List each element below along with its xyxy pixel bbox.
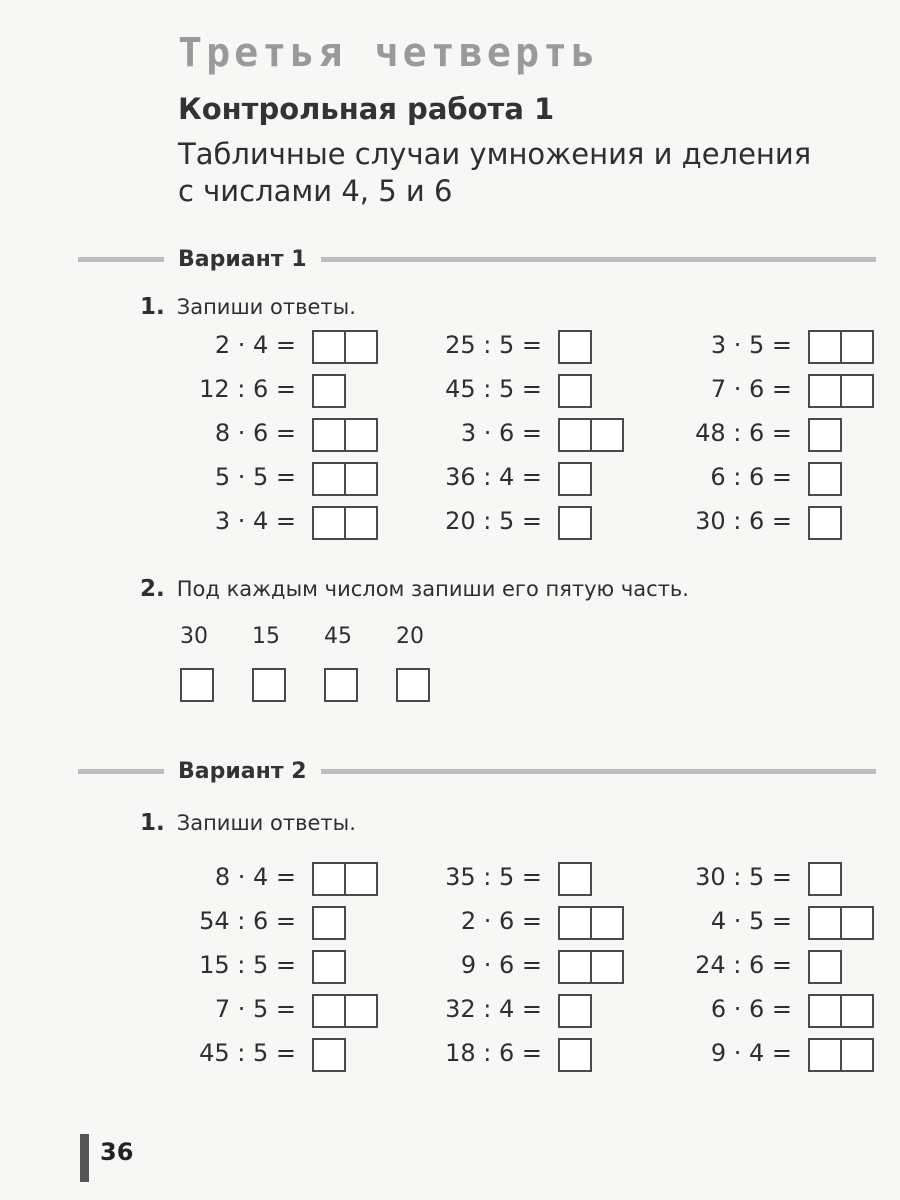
v2-answer-box[interactable]: [558, 1038, 592, 1072]
v1-expression: 20 : 5 =: [445, 507, 542, 535]
v1-answer-box[interactable]: [590, 418, 624, 452]
v2-answer-box[interactable]: [808, 906, 842, 940]
v1-answer-box[interactable]: [344, 330, 378, 364]
v1-answer-box[interactable]: [558, 462, 592, 496]
fifth-part-answer-box[interactable]: [180, 668, 214, 702]
v2-answer-box[interactable]: [344, 994, 378, 1028]
fifth-part-answer-box[interactable]: [396, 668, 430, 702]
v2-answer-box[interactable]: [344, 862, 378, 896]
v2-answer-box[interactable]: [840, 906, 874, 940]
v2-expression: 9 · 4 =: [710, 1039, 792, 1067]
v2-expression: 35 : 5 =: [445, 863, 542, 891]
v1-answer-box[interactable]: [808, 506, 842, 540]
task-number: 1.: [140, 810, 165, 836]
v2-answer-box[interactable]: [558, 950, 592, 984]
v1-answer-box[interactable]: [344, 506, 378, 540]
v1-answer-box[interactable]: [312, 418, 346, 452]
quarter-title: Третья четверть: [178, 30, 600, 76]
v1-expression: 25 : 5 =: [445, 331, 542, 359]
v1-exercise-grid: [0, 328, 900, 548]
v2-expression: 54 : 6 =: [199, 907, 296, 935]
test-title: Контрольная работа 1: [178, 92, 555, 126]
v1-answer-box[interactable]: [808, 330, 842, 364]
v1-answer-box[interactable]: [344, 462, 378, 496]
variant-2-label: Вариант 2: [178, 758, 307, 784]
v1-answer-box[interactable]: [558, 374, 592, 408]
v2-expression: 8 · 4 =: [214, 863, 296, 891]
v1-expression: 5 · 5 =: [214, 463, 296, 491]
divider-line: [78, 257, 164, 262]
divider-line: [321, 257, 876, 262]
v2-answer-box[interactable]: [558, 994, 592, 1028]
topic-line-2: с числами 4, 5 и 6: [178, 174, 453, 208]
divider-line: [321, 769, 876, 774]
v1-answer-box[interactable]: [312, 462, 346, 496]
v1-expression: 6 : 6 =: [710, 463, 792, 491]
v2-answer-box[interactable]: [312, 1038, 346, 1072]
fifth-part-answer-box[interactable]: [252, 668, 286, 702]
v1-expression: 3 · 5 =: [710, 331, 792, 359]
variant-2-header: [78, 756, 876, 786]
v1-expression: 2 · 4 =: [214, 331, 296, 359]
v2-expression: 18 : 6 =: [445, 1039, 542, 1067]
v2-answer-box[interactable]: [590, 950, 624, 984]
v2-answer-box[interactable]: [312, 862, 346, 896]
v2-answer-box[interactable]: [590, 906, 624, 940]
v1-answer-box[interactable]: [808, 462, 842, 496]
v2-answer-box[interactable]: [312, 906, 346, 940]
v1-expression: 3 · 4 =: [214, 507, 296, 535]
v2-answer-box[interactable]: [312, 994, 346, 1028]
v2-answer-box[interactable]: [808, 994, 842, 1028]
v2-expression: 24 : 6 =: [695, 951, 792, 979]
v2-answer-box[interactable]: [558, 906, 592, 940]
v1-task-2-numbers: [0, 624, 900, 714]
task-number: 1.: [140, 294, 165, 320]
task-text: Запиши ответы.: [176, 295, 356, 319]
v1-answer-box[interactable]: [840, 330, 874, 364]
divider-line: [78, 769, 164, 774]
variant-1-header: [78, 244, 876, 274]
v1-expression: 30 : 6 =: [695, 507, 792, 535]
v1-answer-box[interactable]: [558, 330, 592, 364]
v2-answer-box[interactable]: [840, 994, 874, 1028]
v2-answer-box[interactable]: [808, 1038, 842, 1072]
v1-answer-box[interactable]: [558, 418, 592, 452]
v1-answer-box[interactable]: [344, 418, 378, 452]
task-text: Под каждым числом запиши его пятую часть.: [176, 577, 689, 601]
v1-expression: 36 : 4 =: [445, 463, 542, 491]
v2-answer-box[interactable]: [558, 862, 592, 896]
v1-expression: 8 · 6 =: [214, 419, 296, 447]
v1-expression: 7 · 6 =: [710, 375, 792, 403]
task-text: Запиши ответы.: [176, 811, 356, 835]
fifth-part-number: 20: [396, 624, 424, 649]
v1-answer-box[interactable]: [312, 330, 346, 364]
v2-task-1-heading: [140, 810, 356, 836]
v1-answer-box[interactable]: [312, 506, 346, 540]
v1-answer-box[interactable]: [312, 374, 346, 408]
v2-expression: 32 : 4 =: [445, 995, 542, 1023]
v1-answer-box[interactable]: [558, 506, 592, 540]
v1-answer-box[interactable]: [840, 374, 874, 408]
fifth-part-number: 30: [180, 624, 208, 649]
v2-expression: 9 · 6 =: [460, 951, 542, 979]
topic-line-1: Табличные случаи умножения и деления: [178, 137, 812, 171]
variant-1-label: Вариант 1: [178, 246, 307, 272]
v1-expression: 12 : 6 =: [199, 375, 296, 403]
fifth-part-number: 45: [324, 624, 352, 649]
v2-answer-box[interactable]: [808, 950, 842, 984]
v2-answer-box[interactable]: [808, 862, 842, 896]
v2-answer-box[interactable]: [840, 1038, 874, 1072]
v2-expression: 45 : 5 =: [199, 1039, 296, 1067]
v1-expression: 45 : 5 =: [445, 375, 542, 403]
fifth-part-answer-box[interactable]: [324, 668, 358, 702]
page-number: 36: [100, 1138, 134, 1166]
v1-task-1-heading: [140, 294, 356, 320]
v2-expression: 4 · 5 =: [710, 907, 792, 935]
v2-answer-box[interactable]: [312, 950, 346, 984]
fifth-part-number: 15: [252, 624, 280, 649]
v2-exercise-grid: [0, 860, 900, 1080]
v2-expression: 7 · 5 =: [214, 995, 296, 1023]
v1-expression: 3 · 6 =: [460, 419, 542, 447]
v1-expression: 48 : 6 =: [695, 419, 792, 447]
v1-answer-box[interactable]: [808, 374, 842, 408]
v1-answer-box[interactable]: [808, 418, 842, 452]
v2-expression: 30 : 5 =: [695, 863, 792, 891]
v1-task-2-heading: [140, 576, 689, 602]
v2-expression: 2 · 6 =: [460, 907, 542, 935]
page-number-bar: [80, 1134, 89, 1182]
v2-expression: 15 : 5 =: [199, 951, 296, 979]
task-number: 2.: [140, 576, 165, 602]
v2-expression: 6 · 6 =: [710, 995, 792, 1023]
